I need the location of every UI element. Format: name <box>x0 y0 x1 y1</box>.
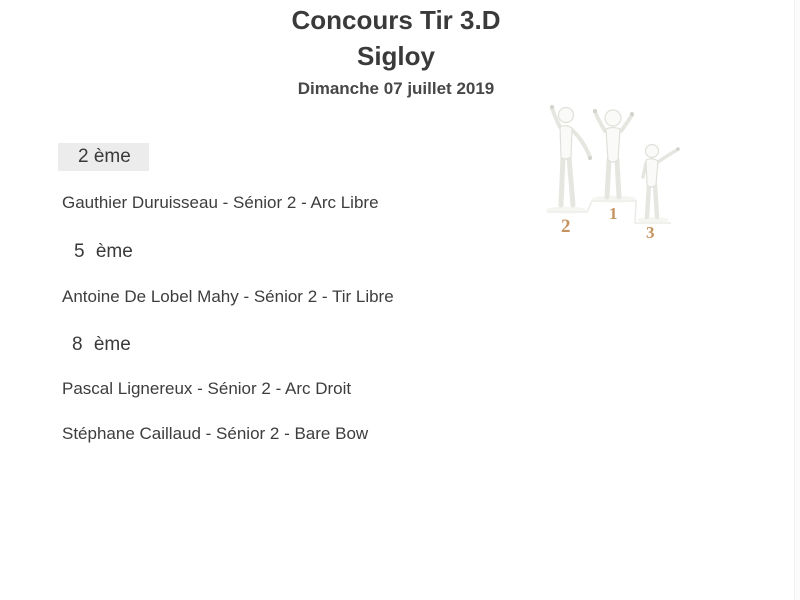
result-entry: Pascal Lignereux - Sénior 2 - Arc Droit <box>62 379 352 398</box>
podium-number-first: 1 <box>609 204 618 223</box>
page-title: Concours Tir 3.D <box>291 5 501 35</box>
result-entry: Antoine De Lobel Mahy - Sénior 2 - Tir Libre <box>62 287 394 306</box>
figure-third-place <box>643 145 680 218</box>
podium-image <box>535 105 705 250</box>
podium-number-second: 2 <box>561 216 571 237</box>
event-date: Dimanche 07 juillet 2019 <box>297 79 495 98</box>
rank-label-2nd: 2 ème <box>58 143 149 171</box>
podium-number-third: 3 <box>646 223 655 242</box>
figure-second-place <box>550 105 592 205</box>
podium-figures-illustration <box>535 105 705 250</box>
figure-first-place <box>593 109 634 197</box>
rank-label-8th: 8 ème <box>72 334 131 355</box>
rank-label-5th: 5 ème <box>74 241 133 262</box>
result-entry: Gauthier Duruisseau - Sénior 2 - Arc Libre <box>62 193 379 212</box>
page-subtitle: Sigloy <box>356 41 435 71</box>
result-entry: Stéphane Caillaud - Sénior 2 - Bare Bow <box>62 424 369 443</box>
scan-edge-artifact <box>794 0 800 600</box>
